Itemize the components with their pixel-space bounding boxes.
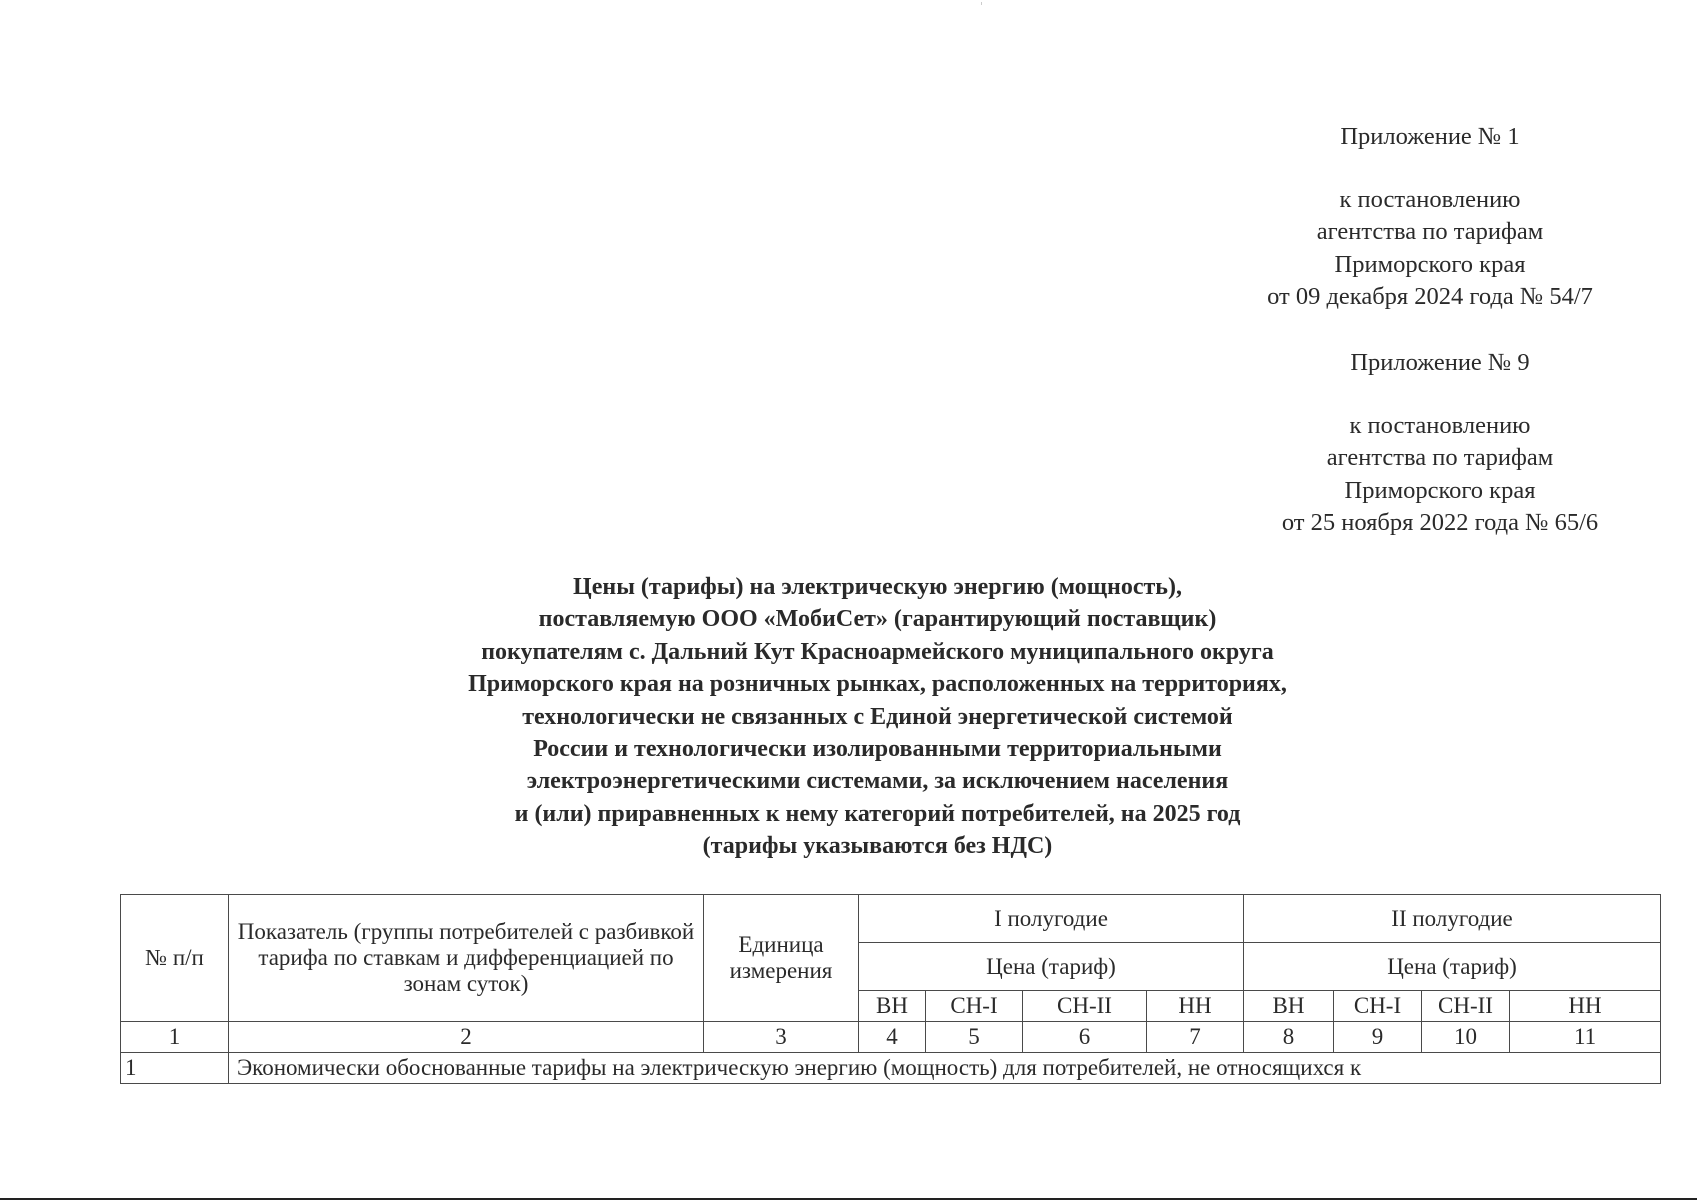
row-text: Экономически обоснованные тарифы на электрическую энергию (мощность) для потребителей, не относящихся к	[229, 1053, 1661, 1084]
appendix-2-line: агентства по тарифам	[1326, 444, 1554, 471]
header-voltage: ВН	[859, 991, 926, 1022]
title-line: России и технологически изолированными территориальными	[533, 736, 1222, 763]
column-number: 10	[1422, 1022, 1510, 1053]
appendix-1-line: агентства по тарифам	[1316, 218, 1544, 245]
appendix-1-line: к постановлению	[1339, 185, 1521, 213]
column-number: 8	[1244, 1022, 1334, 1053]
document-title	[300, 571, 1455, 863]
header-voltage: ВН	[1244, 991, 1334, 1022]
appendix-2-title: Приложение № 9	[1350, 349, 1530, 376]
column-number: 9	[1334, 1022, 1422, 1053]
appendix-1-line: от 09 декабря 2024 года № 54/7	[1267, 283, 1593, 310]
title-line: Цены (тарифы) на электрическую энергию (мощность),	[573, 574, 1182, 600]
header-half-2: II полугодие	[1244, 895, 1661, 943]
header-price-2: Цена (тариф)	[1244, 943, 1661, 991]
appendix-2-line: Приморского края	[1344, 476, 1536, 504]
column-number: 2	[229, 1022, 704, 1053]
appendix-2-block	[1210, 347, 1670, 540]
scan-mark	[981, 2, 982, 5]
header-voltage: СН-II	[1422, 991, 1510, 1022]
header-voltage: НН	[1510, 991, 1661, 1022]
title-line: технологически не связанных с Единой энергетической системой	[522, 703, 1233, 730]
column-number: 3	[704, 1022, 859, 1053]
appendix-2-line: к постановлению	[1349, 411, 1531, 439]
appendix-1-title: Приложение № 1	[1340, 123, 1520, 150]
header-unit: Единица измерения	[704, 895, 859, 1022]
column-number: 1	[121, 1022, 229, 1053]
title-line: электроэнергетическими системами, за исключением населения	[526, 768, 1229, 795]
tariff-table	[120, 894, 1661, 1084]
title-line: (тарифы указываются без НДС)	[702, 833, 1053, 860]
column-number: 6	[1023, 1022, 1147, 1053]
column-number: 11	[1510, 1022, 1661, 1053]
header-voltage: СН-I	[926, 991, 1023, 1022]
appendix-2-line: от 25 ноября 2022 года № 65/6	[1281, 509, 1599, 536]
header-voltage: СН-I	[1334, 991, 1422, 1022]
title-line: Приморского края на розничных рынках, расположенных на территориях,	[468, 671, 1287, 698]
row-number: 1	[121, 1053, 229, 1084]
table-row	[121, 1053, 1661, 1084]
header-num: № п/п	[121, 895, 229, 1022]
header-voltage: НН	[1147, 991, 1244, 1022]
title-line: поставляемую ООО «МобиСет» (гарантирующий поставщик)	[538, 606, 1217, 633]
column-number: 7	[1147, 1022, 1244, 1053]
header-indicator: Показатель (группы потребителей с разбивкой тарифа по ставкам и дифференциацией по зонам суток)	[229, 895, 704, 1022]
header-voltage: СН-II	[1023, 991, 1147, 1022]
title-line: и (или) приравненных к нему категорий потребителей, на 2025 год	[514, 800, 1241, 827]
appendix-1-block	[1200, 121, 1660, 314]
header-half-1: I полугодие	[859, 895, 1244, 943]
column-number: 5	[926, 1022, 1023, 1053]
header-price-1: Цена (тариф)	[859, 943, 1244, 991]
appendix-1-line: Приморского края	[1334, 250, 1526, 278]
column-number: 4	[859, 1022, 926, 1053]
title-line: покупателям с. Дальний Кут Красноармейского муниципального округа	[481, 638, 1274, 665]
